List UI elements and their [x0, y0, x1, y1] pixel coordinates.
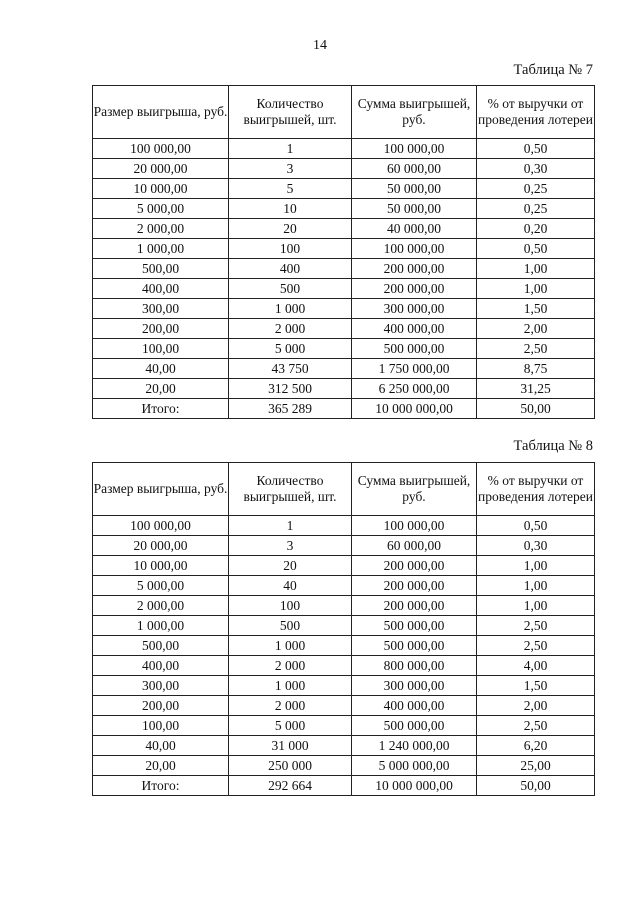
cell-prize-size: 2 000,00: [93, 219, 229, 239]
cell-prize-sum: 200 000,00: [352, 556, 477, 576]
cell-prize-size: Итого:: [93, 776, 229, 796]
table-row: [93, 616, 595, 636]
cell-prize-size: 20 000,00: [93, 536, 229, 556]
table-row: [93, 139, 595, 159]
cell-revenue-percent: 0,50: [477, 516, 595, 536]
cell-prize-count: 1 000: [229, 676, 352, 696]
cell-revenue-percent: 0,30: [477, 159, 595, 179]
cell-prize-sum: 200 000,00: [352, 596, 477, 616]
cell-revenue-percent: 1,50: [477, 676, 595, 696]
cell-prize-count: 365 289: [229, 399, 352, 419]
cell-prize-sum: 50 000,00: [352, 179, 477, 199]
table-row: [93, 359, 595, 379]
cell-prize-count: 3: [229, 159, 352, 179]
cell-prize-count: 5: [229, 179, 352, 199]
cell-prize-size: 500,00: [93, 259, 229, 279]
table-8-caption: Таблица № 8: [513, 438, 593, 454]
table-row: [93, 239, 595, 259]
cell-prize-size: 1 000,00: [93, 239, 229, 259]
table-row: [93, 339, 595, 359]
table-row: [93, 576, 595, 596]
cell-prize-size: 20,00: [93, 756, 229, 776]
cell-prize-count: 312 500: [229, 379, 352, 399]
cell-revenue-percent: 0,25: [477, 199, 595, 219]
cell-prize-sum: 500 000,00: [352, 339, 477, 359]
table-row: [93, 379, 595, 399]
cell-prize-sum: 6 250 000,00: [352, 379, 477, 399]
cell-prize-size: 2 000,00: [93, 596, 229, 616]
cell-revenue-percent: 1,00: [477, 556, 595, 576]
cell-prize-count: 500: [229, 279, 352, 299]
table-row: [93, 676, 595, 696]
cell-prize-count: 1 000: [229, 299, 352, 319]
cell-prize-size: 200,00: [93, 319, 229, 339]
table-row: [93, 656, 595, 676]
table-row: [93, 219, 595, 239]
cell-prize-size: 400,00: [93, 656, 229, 676]
cell-prize-size: Итого:: [93, 399, 229, 419]
cell-prize-count: 2 000: [229, 656, 352, 676]
table-row: [93, 159, 595, 179]
header-prize-count: Количество выигрышей, шт.: [229, 86, 352, 139]
cell-prize-count: 5 000: [229, 716, 352, 736]
cell-prize-sum: 60 000,00: [352, 159, 477, 179]
table-7-caption: Таблица № 7: [513, 62, 593, 78]
cell-prize-sum: 500 000,00: [352, 616, 477, 636]
cell-prize-sum: 10 000 000,00: [352, 776, 477, 796]
header-prize-size: Размер выигрыша, руб.: [93, 86, 229, 139]
cell-prize-size: 100 000,00: [93, 139, 229, 159]
cell-prize-count: 5 000: [229, 339, 352, 359]
total-row: [93, 776, 595, 796]
cell-prize-count: 10: [229, 199, 352, 219]
table-7: [92, 85, 595, 419]
cell-prize-count: 1: [229, 139, 352, 159]
cell-revenue-percent: 0,50: [477, 239, 595, 259]
header-revenue-percent: % от выручки от проведения лотереи: [477, 86, 595, 139]
cell-prize-count: 292 664: [229, 776, 352, 796]
table-row: [93, 319, 595, 339]
cell-prize-size: 100,00: [93, 716, 229, 736]
cell-prize-sum: 500 000,00: [352, 636, 477, 656]
table-row: [93, 199, 595, 219]
header-row: [93, 86, 595, 139]
cell-prize-count: 3: [229, 536, 352, 556]
cell-prize-sum: 400 000,00: [352, 319, 477, 339]
cell-prize-size: 5 000,00: [93, 576, 229, 596]
cell-prize-count: 2 000: [229, 696, 352, 716]
cell-revenue-percent: 1,00: [477, 279, 595, 299]
table-row: [93, 299, 595, 319]
cell-prize-sum: 50 000,00: [352, 199, 477, 219]
header-prize-size: Размер выигрыша, руб.: [93, 463, 229, 516]
cell-prize-sum: 10 000 000,00: [352, 399, 477, 419]
cell-prize-count: 20: [229, 556, 352, 576]
table-row: [93, 716, 595, 736]
header-revenue-percent: % от выручки от проведения лотереи: [477, 463, 595, 516]
table-row: [93, 556, 595, 576]
cell-revenue-percent: 1,50: [477, 299, 595, 319]
cell-prize-count: 20: [229, 219, 352, 239]
cell-revenue-percent: 2,00: [477, 696, 595, 716]
cell-revenue-percent: 2,50: [477, 716, 595, 736]
table-row: [93, 736, 595, 756]
cell-prize-size: 40,00: [93, 736, 229, 756]
cell-prize-sum: 100 000,00: [352, 139, 477, 159]
cell-prize-sum: 200 000,00: [352, 259, 477, 279]
cell-prize-size: 500,00: [93, 636, 229, 656]
cell-prize-sum: 100 000,00: [352, 239, 477, 259]
page-number: 14: [313, 38, 327, 53]
header-prize-sum: Сумма выигрышей, руб.: [352, 463, 477, 516]
cell-prize-sum: 60 000,00: [352, 536, 477, 556]
cell-prize-size: 40,00: [93, 359, 229, 379]
cell-prize-count: 2 000: [229, 319, 352, 339]
table-row: [93, 636, 595, 656]
cell-prize-sum: 800 000,00: [352, 656, 477, 676]
table-row: [93, 179, 595, 199]
cell-revenue-percent: 6,20: [477, 736, 595, 756]
cell-revenue-percent: 0,30: [477, 536, 595, 556]
cell-prize-sum: 40 000,00: [352, 219, 477, 239]
cell-revenue-percent: 50,00: [477, 776, 595, 796]
cell-prize-count: 250 000: [229, 756, 352, 776]
cell-prize-sum: 1 750 000,00: [352, 359, 477, 379]
table-row: [93, 596, 595, 616]
cell-prize-size: 20,00: [93, 379, 229, 399]
cell-prize-size: 10 000,00: [93, 179, 229, 199]
table-row: [93, 516, 595, 536]
table-row: [93, 756, 595, 776]
table-row: [93, 536, 595, 556]
cell-revenue-percent: 31,25: [477, 379, 595, 399]
header-prize-count: Количество выигрышей, шт.: [229, 463, 352, 516]
cell-prize-size: 20 000,00: [93, 159, 229, 179]
cell-prize-size: 1 000,00: [93, 616, 229, 636]
cell-prize-sum: 100 000,00: [352, 516, 477, 536]
cell-prize-count: 1: [229, 516, 352, 536]
cell-revenue-percent: 2,00: [477, 319, 595, 339]
cell-revenue-percent: 4,00: [477, 656, 595, 676]
cell-prize-size: 200,00: [93, 696, 229, 716]
cell-prize-size: 300,00: [93, 676, 229, 696]
table-row: [93, 259, 595, 279]
cell-prize-count: 100: [229, 596, 352, 616]
cell-prize-count: 400: [229, 259, 352, 279]
table-row: [93, 696, 595, 716]
cell-prize-sum: 200 000,00: [352, 576, 477, 596]
cell-prize-sum: 400 000,00: [352, 696, 477, 716]
cell-prize-count: 40: [229, 576, 352, 596]
cell-prize-sum: 200 000,00: [352, 279, 477, 299]
cell-revenue-percent: 25,00: [477, 756, 595, 776]
cell-prize-count: 100: [229, 239, 352, 259]
cell-prize-size: 400,00: [93, 279, 229, 299]
cell-revenue-percent: 1,00: [477, 596, 595, 616]
cell-prize-sum: 5 000 000,00: [352, 756, 477, 776]
cell-revenue-percent: 0,50: [477, 139, 595, 159]
cell-revenue-percent: 2,50: [477, 636, 595, 656]
cell-revenue-percent: 2,50: [477, 616, 595, 636]
cell-prize-size: 5 000,00: [93, 199, 229, 219]
cell-revenue-percent: 0,25: [477, 179, 595, 199]
cell-prize-sum: 300 000,00: [352, 299, 477, 319]
cell-revenue-percent: 0,20: [477, 219, 595, 239]
header-prize-sum: Сумма выигрышей, руб.: [352, 86, 477, 139]
cell-prize-size: 300,00: [93, 299, 229, 319]
cell-prize-sum: 300 000,00: [352, 676, 477, 696]
cell-prize-count: 1 000: [229, 636, 352, 656]
total-row: [93, 399, 595, 419]
cell-prize-count: 43 750: [229, 359, 352, 379]
cell-prize-size: 100 000,00: [93, 516, 229, 536]
table-row: [93, 279, 595, 299]
cell-revenue-percent: 1,00: [477, 259, 595, 279]
table-8: [92, 462, 595, 796]
cell-prize-size: 10 000,00: [93, 556, 229, 576]
cell-revenue-percent: 1,00: [477, 576, 595, 596]
cell-prize-sum: 1 240 000,00: [352, 736, 477, 756]
cell-prize-sum: 500 000,00: [352, 716, 477, 736]
header-row: [93, 463, 595, 516]
cell-prize-size: 100,00: [93, 339, 229, 359]
cell-revenue-percent: 8,75: [477, 359, 595, 379]
cell-revenue-percent: 50,00: [477, 399, 595, 419]
cell-prize-count: 31 000: [229, 736, 352, 756]
cell-prize-count: 500: [229, 616, 352, 636]
cell-revenue-percent: 2,50: [477, 339, 595, 359]
